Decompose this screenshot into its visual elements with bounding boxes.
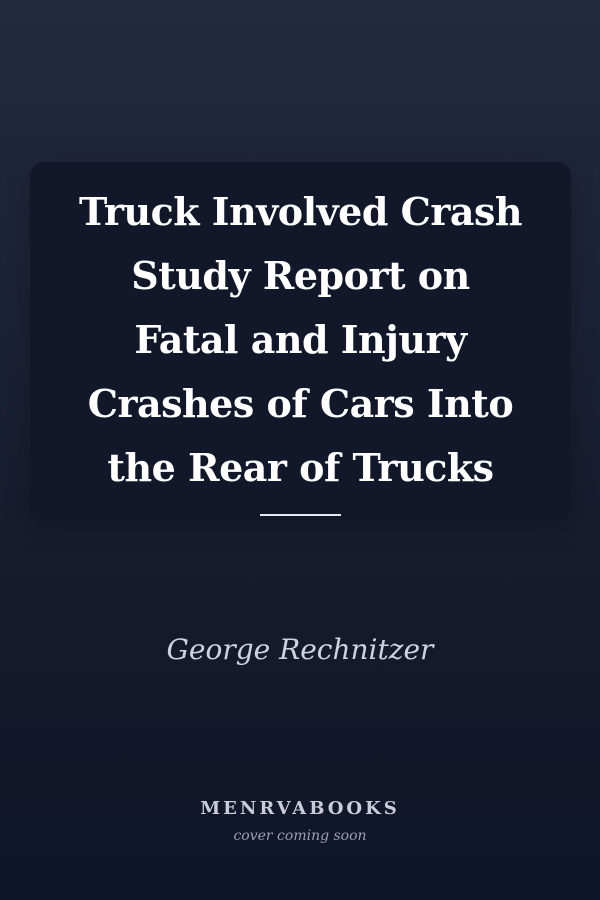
title-divider (260, 514, 341, 516)
book-title (30, 180, 571, 500)
cover-note: cover coming soon (233, 828, 367, 844)
title-line: Crashes of Cars Into (87, 381, 514, 426)
publisher-name: MENRVABOOKS (200, 798, 400, 819)
title-line: the Rear of Trucks (107, 445, 494, 490)
title-line: Study Report on (131, 253, 470, 298)
title-line: Truck Involved Crash (78, 189, 523, 234)
author-name: George Rechnitzer (166, 633, 434, 666)
title-line: Fatal and Injury (134, 317, 467, 362)
